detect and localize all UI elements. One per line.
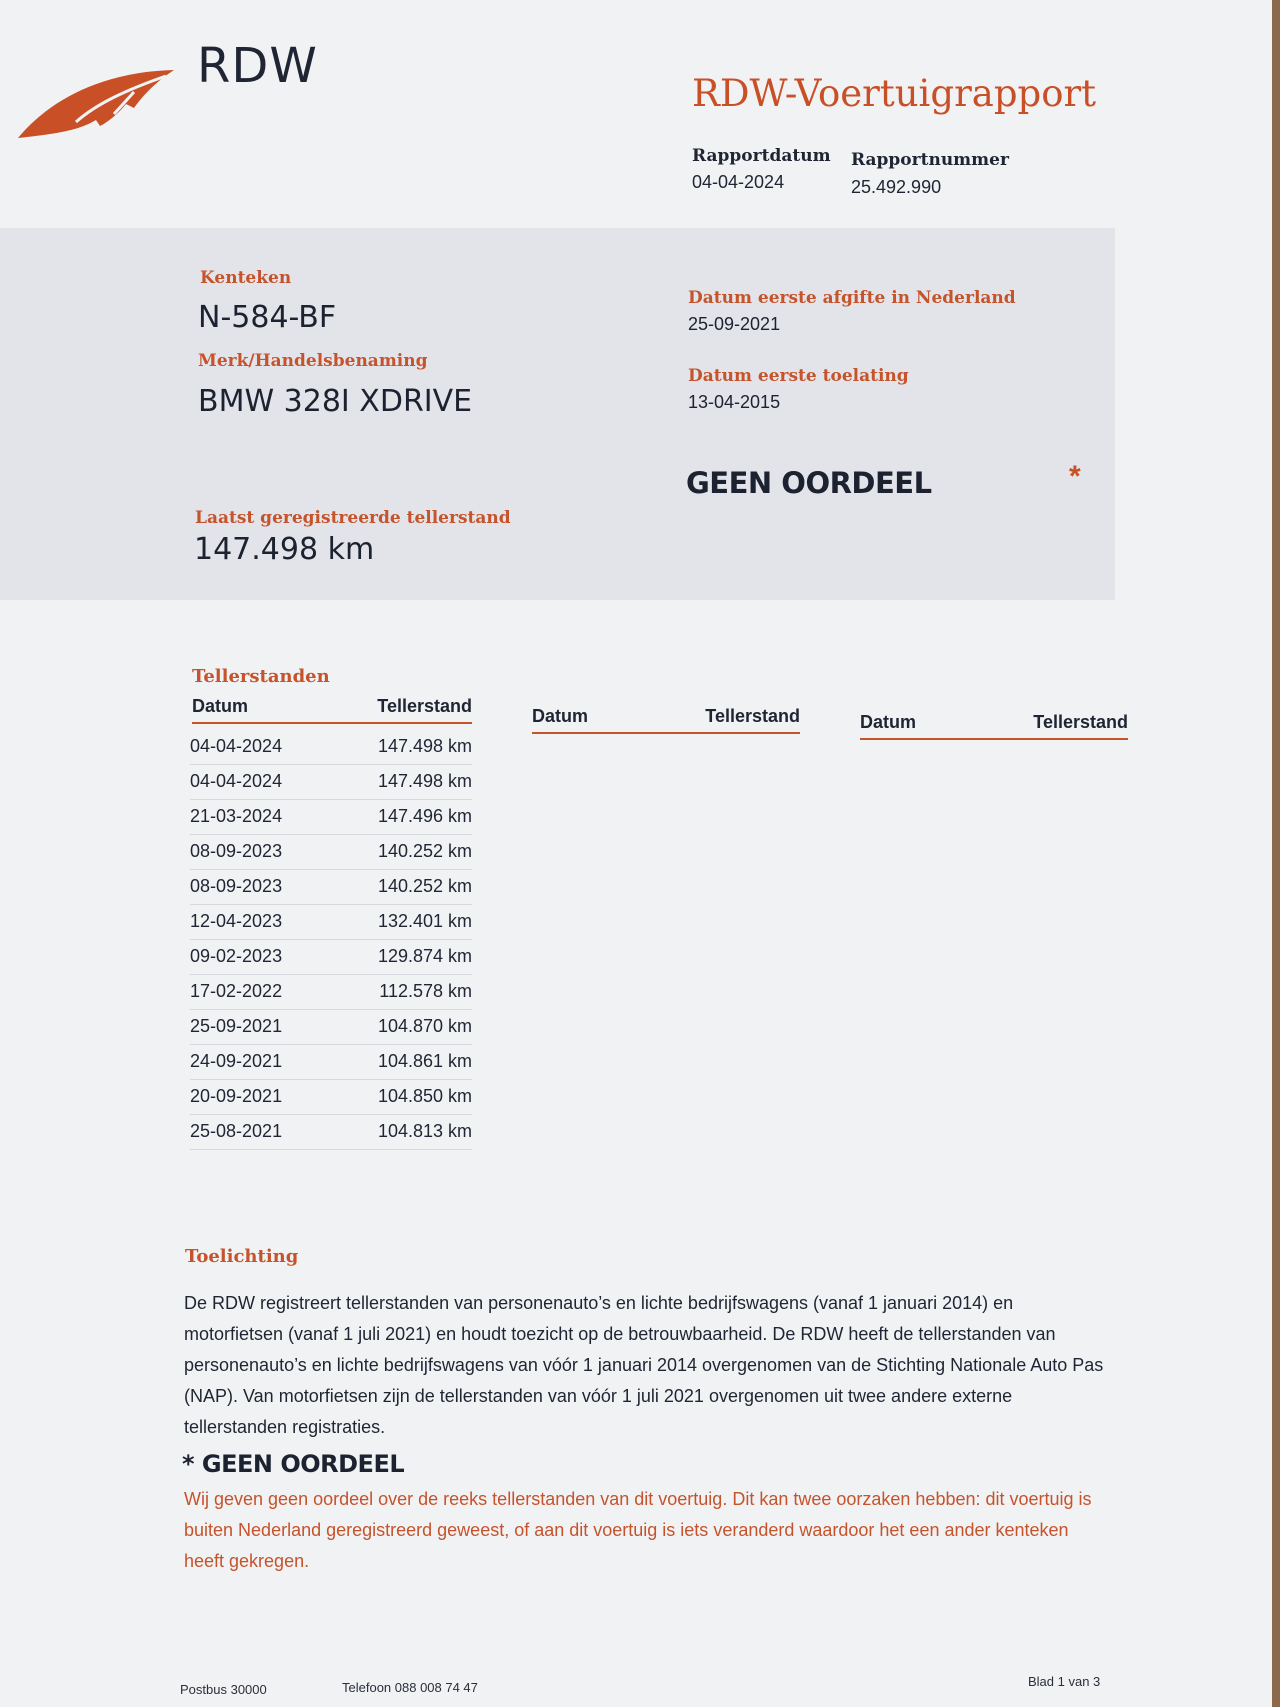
row-datum: 21-03-2024: [190, 806, 283, 826]
vehicle-summary-panel: [0, 228, 1115, 600]
row-datum: 24-09-2021: [190, 1051, 283, 1071]
table-row: [190, 1045, 472, 1080]
row-stand: 147.498 km: [377, 771, 472, 791]
row-stand: 132.401 km: [377, 911, 472, 931]
row-stand: 112.578 km: [379, 981, 472, 1001]
row-datum: 12-04-2023: [190, 911, 283, 931]
table-header-col-1: [192, 696, 472, 724]
row-stand: 129.874 km: [377, 946, 472, 966]
table-row: [190, 835, 472, 870]
kenteken-label: Kenteken: [200, 268, 292, 288]
row-datum: 04-04-2024: [190, 771, 283, 791]
geen-oordeel-title: * GEEN OORDEEL: [182, 1450, 405, 1478]
rapportnummer-label: Rapportnummer: [851, 150, 1009, 170]
row-datum: 08-09-2023: [190, 841, 283, 861]
afgifte-label: Datum eerste afgifte in Nederland: [688, 288, 1016, 308]
toelichting-text: De RDW registreert tellerstanden van personenauto’s en lichte bedrijfswagens (vanaf 1 januari 2014) en motorfietsen (vanaf 1 juli 2021) en houdt toezicht op de betrouwbaarheid. De RDW heeft de tellerstanden van personenauto’s en lichte bedrijfswagens van vóór 1 januari 2014 overgenomen van de Stichting Nationale Auto Pas (NAP). Van motorfietsen zijn de tellerstanden van vóór 1 juli 2021 overgenomen uit twee andere externe tellerstanden registraties.: [184, 1293, 1104, 1437]
toelating-label: Datum eerste toelating: [688, 366, 909, 386]
col-datum-header: Datum: [192, 696, 249, 716]
row-datum: 20-09-2021: [190, 1086, 283, 1106]
rapportdatum-value: 04-04-2024: [692, 172, 785, 192]
row-datum: 04-04-2024: [190, 736, 283, 756]
table-row: [190, 1115, 472, 1150]
merk-label: Merk/Handelsbenaming: [198, 351, 428, 371]
col-tellerstand-header: Tellerstand: [705, 706, 800, 726]
tellerstanden-list: [190, 730, 472, 1150]
col-tellerstand-header: Tellerstand: [1033, 712, 1128, 732]
row-datum: 25-08-2021: [190, 1121, 283, 1141]
report-title: RDW-Voertuigrapport: [692, 72, 1097, 115]
footer-postbus: Postbus 30000: [180, 1682, 267, 1697]
col-datum-header: Datum: [532, 706, 589, 726]
table-row: [190, 975, 472, 1010]
footer-telefoon: Telefoon 088 008 74 47: [342, 1680, 478, 1695]
row-stand: 104.850 km: [377, 1086, 472, 1106]
row-stand: 140.252 km: [377, 876, 472, 896]
geen-oordeel-text: Wij geven geen oordeel over de reeks tellerstanden van dit voertuig. Dit kan twee oorzaken hebben: dit voertuig is buiten Nederland geregistreerd geweest, of aan dit voertuig is iets veranderd waardoor het een ander kenteken heeft gekregen.: [184, 1489, 1092, 1571]
footer-page-number: Blad 1 van 3: [1028, 1674, 1101, 1689]
row-datum: 09-02-2023: [190, 946, 283, 966]
row-datum: 08-09-2023: [190, 876, 283, 896]
afgifte-value: 25-09-2021: [688, 314, 781, 334]
merk-value: BMW 328I XDRIVE: [198, 384, 473, 419]
col-datum-header: Datum: [860, 712, 917, 732]
table-header-col-2: [532, 706, 800, 734]
row-stand: 140.252 km: [377, 841, 472, 861]
teller-label: Laatst geregistreerde tellerstand: [195, 508, 511, 528]
table-row: [190, 800, 472, 835]
brand-name: RDW: [197, 38, 318, 94]
table-row: [190, 1010, 472, 1045]
table-header-col-3: [860, 712, 1128, 740]
row-stand: 147.498 km: [377, 736, 472, 756]
verdict-badge: GEEN OORDEEL: [686, 466, 932, 500]
verdict-asterisk: *: [1069, 460, 1081, 493]
toelating-value: 13-04-2015: [688, 392, 781, 412]
desk-edge: [1272, 0, 1280, 1707]
row-stand: 104.813 km: [377, 1121, 472, 1141]
rapportnummer-value: 25.492.990: [851, 177, 942, 197]
row-datum: 17-02-2022: [190, 981, 283, 1001]
table-row: [190, 870, 472, 905]
table-row: [190, 765, 472, 800]
rapportdatum-label: Rapportdatum: [692, 146, 831, 166]
table-row: [190, 730, 472, 765]
rdw-leaf-logo-icon: [16, 64, 176, 140]
table-row: [190, 1080, 472, 1115]
row-datum: 25-09-2021: [190, 1016, 283, 1036]
kenteken-value: N-584-BF: [198, 300, 337, 335]
row-stand: 147.496 km: [377, 806, 472, 826]
table-row: [190, 905, 472, 940]
toelichting-title: Toelichting: [185, 1246, 299, 1267]
teller-value: 147.498 km: [194, 532, 375, 567]
tellerstanden-title: Tellerstanden: [192, 666, 330, 687]
col-tellerstand-header: Tellerstand: [377, 696, 472, 716]
table-row: [190, 940, 472, 975]
row-stand: 104.861 km: [377, 1051, 472, 1071]
row-stand: 104.870 km: [377, 1016, 472, 1036]
